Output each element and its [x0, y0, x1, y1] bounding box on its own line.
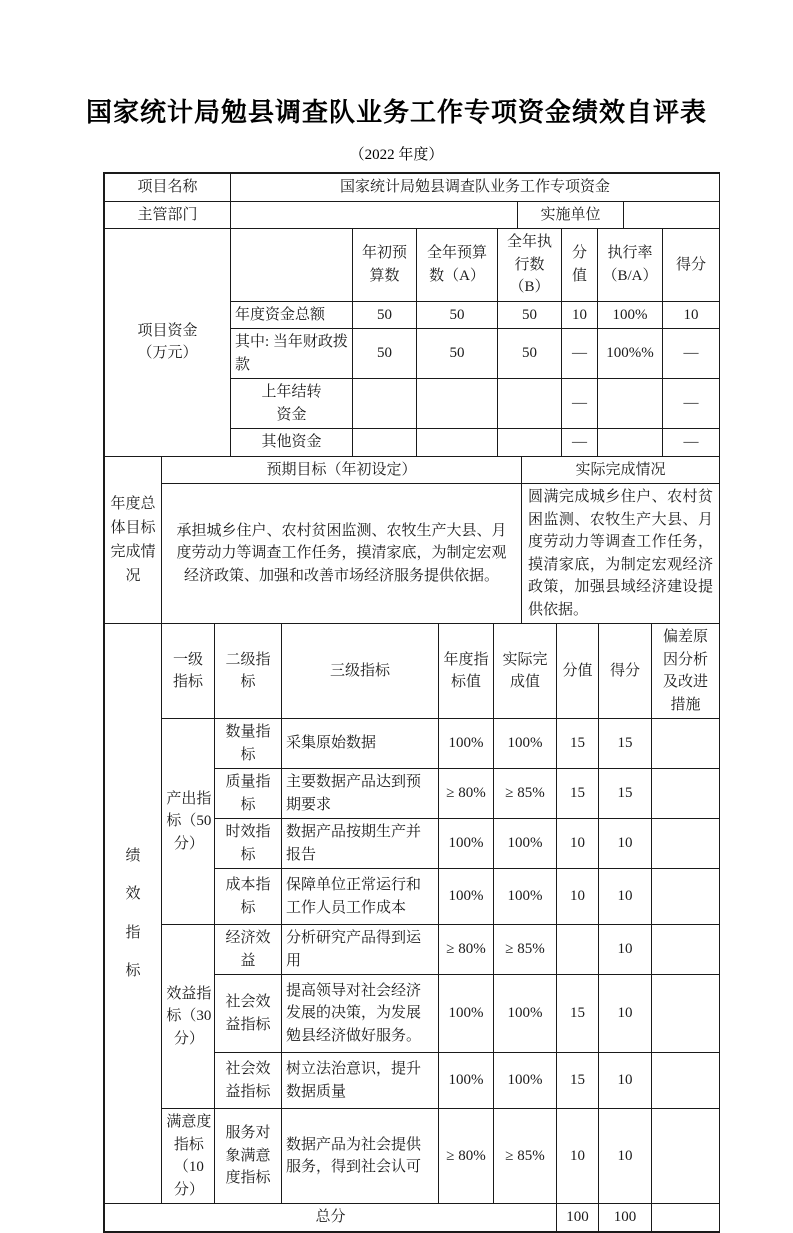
perf-target: ≥ 80%: [439, 769, 494, 819]
perf-level1-satisfaction: 满意度指标（10分）: [162, 1109, 215, 1204]
perf-header-score: 得分: [599, 624, 652, 719]
funds-cell: [417, 379, 498, 429]
funds-section-label: 项目资金（万元）: [105, 229, 231, 457]
department-band: [104, 201, 720, 230]
perf-level2: 成本指标: [215, 869, 282, 925]
funds-header-initial: 年初预算数: [353, 229, 417, 302]
perf-actual: 100%: [494, 719, 557, 769]
funds-cell: [498, 379, 562, 429]
perf-deviation: [652, 769, 720, 819]
perf-score: 10: [599, 1109, 652, 1204]
perf-score: 10: [599, 819, 652, 869]
perf-deviation: [652, 975, 720, 1053]
perf-row: [105, 719, 720, 769]
performance-band: [104, 623, 720, 1232]
total-label: 总分: [105, 1204, 557, 1232]
funds-row-label: 年度资金总额: [231, 301, 353, 329]
goals-actual-header: 实际完成情况: [522, 456, 720, 484]
perf-level2: 时效指标: [215, 819, 282, 869]
dept-label: 主管部门: [105, 201, 231, 229]
perf-header-level1: 一级指标: [162, 624, 215, 719]
perf-header-deviation: 偏差原因分析及改进措施: [652, 624, 720, 719]
perf-deviation: [652, 1053, 720, 1109]
goals-actual-text: 圆满完成城乡住户、农村贫困监测、农牧生产大县、月度劳动力等调查工作任务，摸清家底，为制定宏观经济政策，加强县域经济建设提供依据。: [522, 484, 720, 624]
perf-level2: 质量指标: [215, 769, 282, 819]
perf-header-points: 分值: [557, 624, 599, 719]
perf-level2: 服务对象满意度指标: [215, 1109, 282, 1204]
perf-target: ≥ 80%: [439, 925, 494, 975]
perf-level3: 主要数据产品达到预期要求: [282, 769, 439, 819]
goals-expected-header: 预期目标（年初设定）: [162, 456, 522, 484]
funds-header-annual: 全年预算数（A）: [417, 229, 498, 302]
perf-row: [105, 1109, 720, 1204]
table-row: [105, 201, 720, 229]
impl-unit-value: [624, 201, 720, 229]
perf-score: 10: [599, 869, 652, 925]
perf-actual: 100%: [494, 1053, 557, 1109]
funds-header-score: 得分: [663, 229, 720, 302]
perf-score: 15: [599, 769, 652, 819]
perf-deviation: [652, 1109, 720, 1204]
evaluation-table: [103, 172, 720, 1233]
perf-level2: 社会效益指标: [215, 1053, 282, 1109]
perf-level3: 数据产品为社会提供服务，得到社会认可: [282, 1109, 439, 1204]
perf-score: 10: [599, 925, 652, 975]
perf-level1-benefit: 效益指标（30分）: [162, 925, 215, 1109]
perf-deviation: [652, 925, 720, 975]
funds-cell: 50: [498, 301, 562, 329]
funds-band: [104, 228, 720, 457]
perf-level3: 采集原始数据: [282, 719, 439, 769]
perf-header-level2: 二级指标: [215, 624, 282, 719]
perf-points: 10: [557, 819, 599, 869]
perf-actual: 100%: [494, 869, 557, 925]
perf-level3: 分析研究产品得到运用: [282, 925, 439, 975]
perf-actual: ≥ 85%: [494, 1109, 557, 1204]
perf-row: [105, 925, 720, 975]
perf-points: 15: [557, 1053, 599, 1109]
perf-header-target: 年度指标值: [439, 624, 494, 719]
perf-deviation: [652, 869, 720, 925]
perf-level3: 保障单位正常运行和工作人员工作成本: [282, 869, 439, 925]
perf-deviation: [652, 819, 720, 869]
total-deviation: [652, 1204, 720, 1232]
goals-content-row: [105, 484, 720, 624]
goals-expected-text: 承担城乡住户、农村贫困监测、农牧生产大县、月度劳动力等调查工作任务，摸清家底，为制定宏观经济政策、加强和改善市场经济服务提供依据。: [162, 484, 522, 624]
perf-header-actual: 实际完成值: [494, 624, 557, 719]
perf-deviation: [652, 719, 720, 769]
project-name-value: 国家统计局勉县调查队业务工作专项资金: [231, 174, 720, 202]
funds-cell: —: [663, 429, 720, 457]
perf-target: 100%: [439, 869, 494, 925]
funds-header-executed: 全年执行数（B）: [498, 229, 562, 302]
perf-actual: ≥ 85%: [494, 925, 557, 975]
perf-target: 100%: [439, 975, 494, 1053]
funds-cell: [598, 429, 663, 457]
funds-row-label: 其中: 当年财政拨款: [231, 329, 353, 379]
dept-value: [231, 201, 518, 229]
project-name-label: 项目名称: [105, 174, 231, 202]
perf-target: 100%: [439, 1053, 494, 1109]
perf-score: 10: [599, 1053, 652, 1109]
funds-cell: 50: [498, 329, 562, 379]
perf-score: 15: [599, 719, 652, 769]
perf-points: 10: [557, 869, 599, 925]
funds-cell: [353, 429, 417, 457]
perf-points: 15: [557, 769, 599, 819]
perf-score: 10: [599, 975, 652, 1053]
perf-level3: 树立法治意识，提升数据质量: [282, 1053, 439, 1109]
funds-header-rate: 执行率（B/A）: [598, 229, 663, 302]
funds-cell: [417, 429, 498, 457]
table-row: [105, 174, 720, 202]
funds-header-points: 分值: [562, 229, 598, 302]
funds-header-row: [105, 229, 720, 302]
funds-cell: 10: [562, 301, 598, 329]
funds-cell: 10: [663, 301, 720, 329]
perf-level2: 经济效益: [215, 925, 282, 975]
perf-target: 100%: [439, 719, 494, 769]
funds-cell: 50: [417, 329, 498, 379]
funds-cell: 50: [353, 329, 417, 379]
funds-cell: 50: [417, 301, 498, 329]
performance-section-label: 绩效指标: [105, 624, 162, 1204]
funds-header-empty: [231, 229, 353, 302]
perf-points: 15: [557, 975, 599, 1053]
funds-cell: [598, 379, 663, 429]
funds-cell: 100%: [598, 301, 663, 329]
perf-actual: 100%: [494, 819, 557, 869]
funds-cell: 100%%: [598, 329, 663, 379]
goals-header-row: [105, 456, 720, 484]
funds-cell: —: [562, 379, 598, 429]
perf-level2: 数量指标: [215, 719, 282, 769]
perf-header-level3: 三级指标: [282, 624, 439, 719]
funds-cell: —: [663, 379, 720, 429]
funds-cell: —: [663, 329, 720, 379]
perf-level1-output: 产出指标（50分）: [162, 719, 215, 925]
funds-row-label: 上年结转资金: [231, 379, 353, 429]
project-name-band: [104, 173, 720, 202]
impl-unit-label: 实施单位: [518, 201, 624, 229]
page-subtitle: （2022 年度）: [349, 147, 444, 163]
goals-band: [104, 456, 720, 625]
total-score: 100: [599, 1204, 652, 1232]
perf-level2: 社会效益指标: [215, 975, 282, 1053]
perf-points: [557, 925, 599, 975]
perf-points: 10: [557, 1109, 599, 1204]
performance-header-row: [105, 624, 720, 719]
total-row: [105, 1204, 720, 1232]
funds-row-label: 其他资金: [231, 429, 353, 457]
total-points: 100: [557, 1204, 599, 1232]
page-title: 国家统计局勉县调查队业务工作专项资金绩效自评表: [85, 97, 707, 127]
funds-cell: [353, 379, 417, 429]
perf-points: 15: [557, 719, 599, 769]
funds-cell: 50: [353, 301, 417, 329]
perf-level3: 数据产品按期生产并报告: [282, 819, 439, 869]
funds-cell: —: [562, 429, 598, 457]
funds-cell: —: [562, 329, 598, 379]
funds-cell: [498, 429, 562, 457]
perf-level3: 提高领导对社会经济发展的决策，为发展勉县经济做好服务。: [282, 975, 439, 1053]
perf-target: 100%: [439, 819, 494, 869]
perf-actual: 100%: [494, 975, 557, 1053]
goals-section-label: 年度总体目标完成情况: [105, 456, 162, 624]
perf-target: ≥ 80%: [439, 1109, 494, 1204]
perf-actual: ≥ 85%: [494, 769, 557, 819]
